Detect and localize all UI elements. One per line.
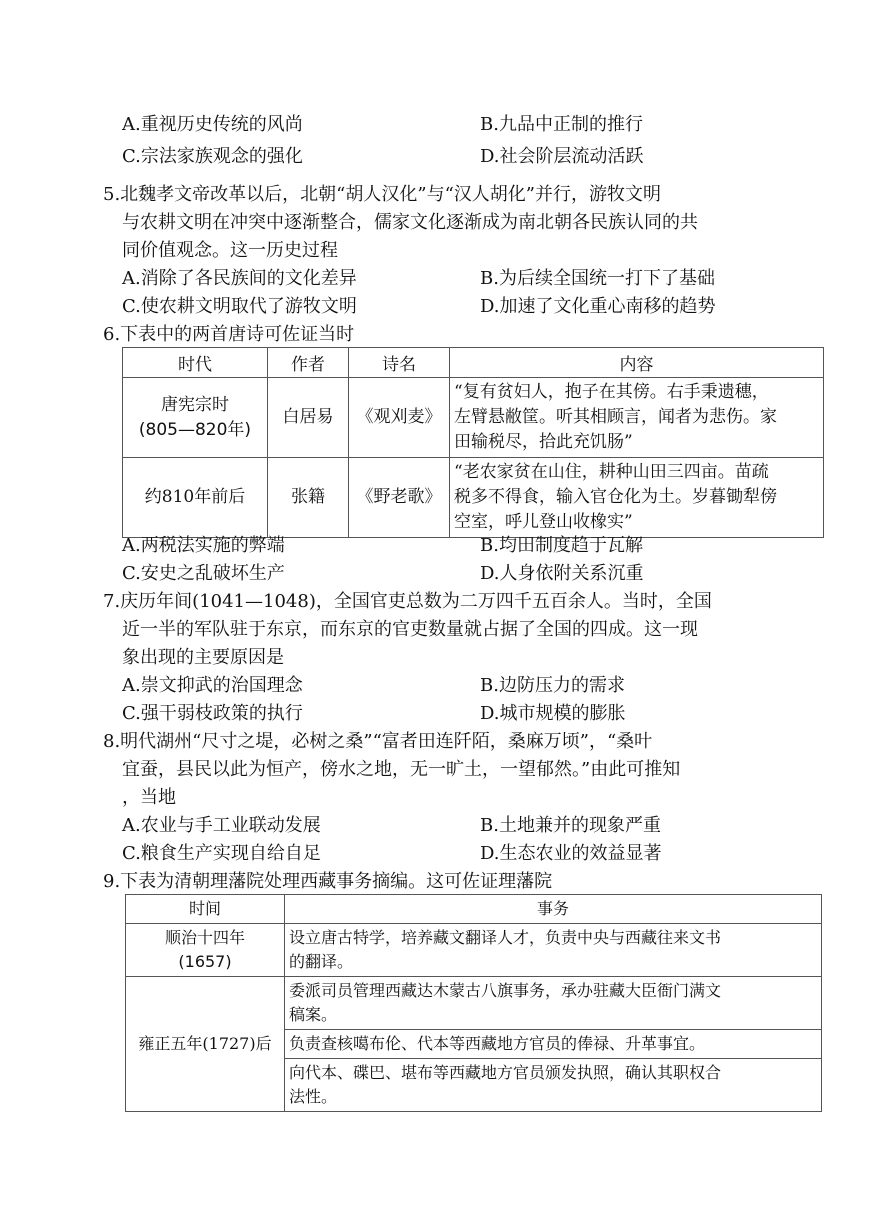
q6-row1-author: 白居易 <box>268 378 349 458</box>
q8-stem-line-2: 宜蚕，县民以此为恒产，傍水之地，无一旷土，一望郁然。”由此可推知 <box>122 759 681 780</box>
q6-row1-content-line3: 田输税尽，拾此充饥肠” <box>454 432 633 452</box>
q8-option-d: D.生态农业的效益显著 <box>480 843 662 864</box>
q6-row2-content-line2: 税多不得食，输入官仓化为土。岁暮锄犁傍 <box>454 487 777 507</box>
table-row <box>126 924 822 977</box>
q9-row2-affair-1 <box>285 977 822 1030</box>
q8-stem-line-3: ，当地 <box>122 787 176 808</box>
q9-row1-affair-line1: 设立唐古特学，培养藏文翻译人才，负责中央与西藏往来文书 <box>289 928 722 947</box>
q5-stem-line-2: 与农耕文明在冲突中逐渐整合，儒家文化逐渐成为南北朝各民族认同的共 <box>122 212 698 233</box>
q8-option-a: A.农业与手工业联动发展 <box>122 815 321 836</box>
q6-option-c: C.安史之乱破坏生产 <box>122 563 285 584</box>
q6-row1-content <box>450 378 824 458</box>
q9-row2-affair-3-line1: 向代本、碟巴、堪布等西藏地方官员颁发执照，确认其职权合 <box>289 1063 722 1082</box>
q9-row2-affair-2 <box>285 1030 822 1059</box>
q6-row1-content-line1: “复有贫妇人，抱子在其傍。右手秉遗穗， <box>454 382 769 402</box>
table-row <box>123 378 824 458</box>
q6-row1-era-line2: (805—820年) <box>138 419 252 440</box>
q6-header-poem: 诗名 <box>349 348 450 378</box>
q4-option-d: D.社会阶层流动活跃 <box>480 146 644 167</box>
q6-row2-author: 张籍 <box>268 458 349 538</box>
q7-option-b: B.边防压力的需求 <box>480 675 625 696</box>
table-row <box>123 458 824 538</box>
q9-row2-affair-2-line1: 负责查核噶布伦、代本等西藏地方官员的俸禄、升革事宜。 <box>289 1034 706 1053</box>
q8-option-b: B.土地兼并的现象严重 <box>480 815 661 836</box>
q9-header-time: 时间 <box>126 895 285 924</box>
q7-stem-line-2: 近一半的军队驻于东京，而东京的官吏数量就占据了全国的四成。这一现 <box>122 619 698 640</box>
q7-stem-line-1: 7.庆历年间(1041—1048)，全国官吏总数为二万四千五百余人。当时，全国 <box>103 591 712 612</box>
q6-row2-content-line1: “老农家贫在山住，耕种山田三四亩。苗疏 <box>454 462 769 482</box>
q9-stem: 9.下表为清朝理藩院处理西藏事务摘编。这可佐证理藩院 <box>103 871 553 892</box>
q5-option-a: A.消除了各民族间的文化差异 <box>122 268 357 289</box>
q7-option-a: A.崇文抑武的治国理念 <box>122 675 303 696</box>
q7-option-c: C.强干弱枝政策的执行 <box>122 703 303 724</box>
q4-option-c: C.宗法家族观念的强化 <box>122 146 303 167</box>
q9-header-affair: 事务 <box>285 895 822 924</box>
q6-row2-poem: 《野老歌》 <box>349 458 450 538</box>
q4-option-a: A.重视历史传统的风尚 <box>122 114 303 135</box>
q9-row2-affair-3-line2: 法性。 <box>289 1087 338 1106</box>
q9-row1-time-line1: 顺治十四年 <box>164 928 245 947</box>
q7-option-d: D.城市规模的膨胀 <box>480 703 626 724</box>
q6-option-d: D.人身依附关系沉重 <box>480 563 644 584</box>
q9-row1-time <box>126 924 285 977</box>
q9-row1-time-line2: (1657) <box>178 952 232 971</box>
q6-table <box>122 347 824 538</box>
q6-header-content: 内容 <box>450 348 824 378</box>
q6-row1-era-line1: 唐宪宗时 <box>161 394 229 415</box>
q5-stem-line-3: 同价值观念。这一历史过程 <box>122 240 338 261</box>
q6-row1-poem: 《观刈麦》 <box>349 378 450 458</box>
q9-table <box>125 894 822 1112</box>
q9-row2-time: 雍正五年(1727)后 <box>126 977 285 1112</box>
q9-row1-affair <box>285 924 822 977</box>
q6-option-b: B.均田制度趋于瓦解 <box>480 535 643 556</box>
q8-option-c: C.粮食生产实现自给自足 <box>122 843 321 864</box>
q8-stem-line-1: 8.明代湖州“尺寸之堤，必树之桑”“富者田连阡陌，桑麻万顷”，“桑叶 <box>103 731 653 752</box>
q5-option-c: C.使农耕文明取代了游牧文明 <box>122 296 357 317</box>
q5-option-d: D.加速了文化重心南移的趋势 <box>480 296 716 317</box>
q6-row1-era <box>123 378 268 458</box>
q6-stem: 6.下表中的两首唐诗可佐证当时 <box>103 324 355 345</box>
q5-option-b: B.为后续全国统一打下了基础 <box>480 268 715 289</box>
q9-row2-affair-1-line1: 委派司员管理西藏达木蒙古八旗事务，承办驻藏大臣衙门满文 <box>289 981 722 1000</box>
q6-row1-content-line2: 左臂悬敝筐。听其相顾言，闻者为悲伤。家 <box>454 407 777 427</box>
q5-stem-line-1: 5.北魏孝文帝改革以后，北朝“胡人汉化”与“汉人胡化”并行，游牧文明 <box>103 184 661 205</box>
q9-row2-affair-1-line2: 稿案。 <box>289 1005 338 1024</box>
table-row <box>126 977 822 1030</box>
q6-header-era: 时代 <box>123 348 268 378</box>
q7-stem-line-3: 象出现的主要原因是 <box>122 647 284 668</box>
q9-row2-affair-3 <box>285 1059 822 1112</box>
q6-header-author: 作者 <box>268 348 349 378</box>
q6-row2-content-line3: 空室，呼儿登山收橡实” <box>454 512 633 532</box>
q4-option-b: B.九品中正制的推行 <box>480 114 643 135</box>
q6-option-a: A.两税法实施的弊端 <box>122 535 285 556</box>
q6-row2-era: 约810年前后 <box>123 458 268 538</box>
q6-row2-content <box>450 458 824 538</box>
q9-row1-affair-line2: 的翻译。 <box>289 952 354 971</box>
